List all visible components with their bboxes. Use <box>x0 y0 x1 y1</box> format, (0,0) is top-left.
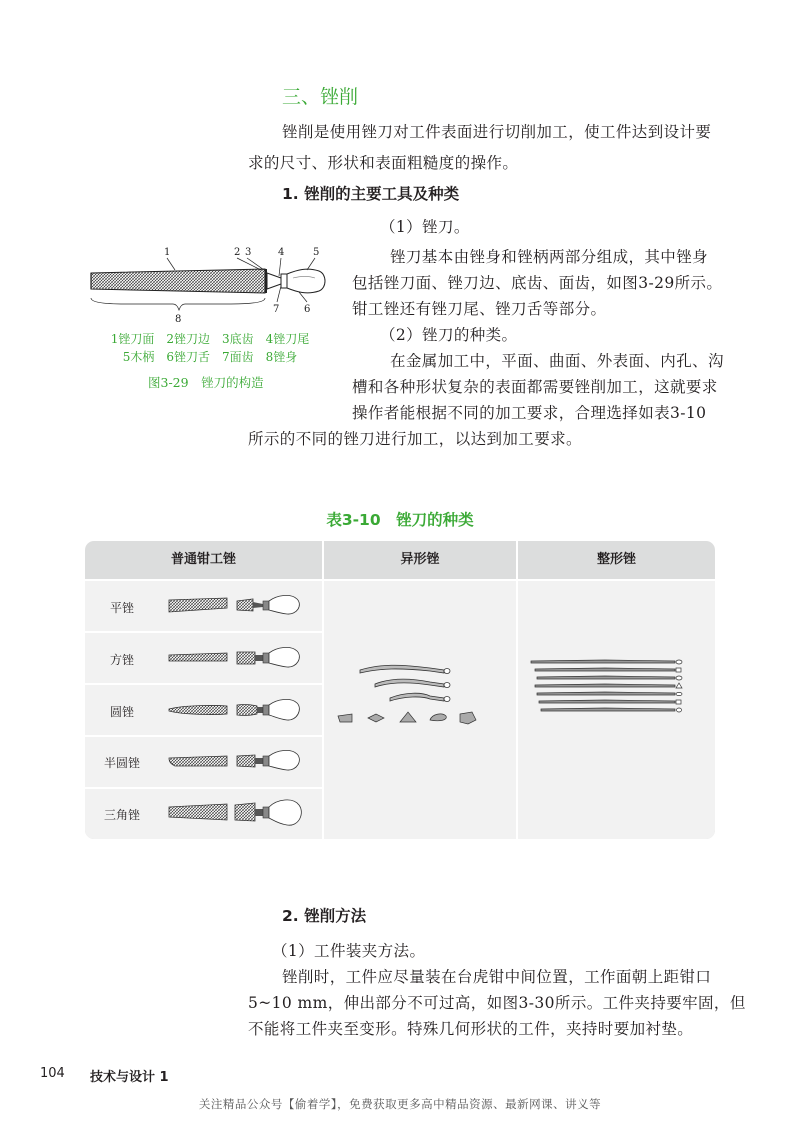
book-title: 技术与设计 1 <box>90 1070 169 1085</box>
watermark-text: 关注精品公众号【偷着学】，免费获取更多高中精品资源、最新网课、讲义等 <box>198 1097 602 1111</box>
fig-num-2: 2 <box>234 247 241 258</box>
section-title: 三、锉削 <box>282 86 359 108</box>
page-number: 104 <box>40 1066 65 1081</box>
fig-num-8: 8 <box>175 314 182 325</box>
figure-legend-2: 5木柄 6锉刀舌 7面齿 8锉身 <box>122 350 298 364</box>
row-label-flat-file: 平锉 <box>109 601 134 615</box>
file-structure-diagram <box>85 240 335 330</box>
file-line-2: 包括锉刀面、锉刀边、底齿、面齿，如图3-29所示。 <box>352 274 723 292</box>
types-line-2: 槽和各种形状复杂的表面都需要锉削加工，这就要求 <box>352 378 718 396</box>
file-line-1: 锉刀基本由锉身和锉柄两部分组成，其中锉身 <box>390 248 709 266</box>
types-line-1: 在金属加工中，平面、曲面、外表面、内孔、沟 <box>390 352 724 370</box>
subsection-1-title: 1. 锉削的主要工具及种类 <box>282 185 460 203</box>
types-heading: （2）锉刀的种类。 <box>380 326 518 344</box>
fig-num-4: 4 <box>278 247 285 258</box>
file-types-table <box>85 541 715 839</box>
file-heading: （1）锉刀。 <box>380 218 470 236</box>
header-ordinary-file: 普通钳工锉 <box>170 552 236 567</box>
file-line-3: 钳工锉还有锉刀尾、锉刀舌等部分。 <box>352 300 607 318</box>
figure-legend-1: 1锉刀面 2锉刀边 3底齿 4锉刀尾 <box>110 332 310 346</box>
fig-num-3: 3 <box>245 247 252 258</box>
square-file-image <box>165 641 315 675</box>
fig-num-6: 6 <box>304 304 311 315</box>
file-body-shape <box>91 269 265 293</box>
needle-files-image <box>525 653 710 723</box>
fig-num-1: 1 <box>164 247 171 258</box>
round-file-image <box>165 693 315 727</box>
table-title: 表3-10 锉刀的种类 <box>326 511 474 529</box>
half-round-file-image <box>165 744 315 778</box>
row-label-triangle-file: 三角锉 <box>103 808 140 822</box>
method-line-3: 不能将工件夹至变形。特殊几何形状的工件，夹持时要加衬垫。 <box>248 1020 694 1038</box>
row-label-half-round-file: 半圆锉 <box>103 756 140 770</box>
intro-line-1: 锉削是使用锉刀对工件表面进行切削加工，使工件达到设计要 <box>282 123 712 141</box>
file-handle-shape <box>287 269 325 293</box>
figure-caption: 图3-29 锉刀的构造 <box>148 375 264 390</box>
fig-num-5: 5 <box>313 247 320 258</box>
special-files-image <box>330 656 510 731</box>
header-special-file: 异形锉 <box>400 552 440 567</box>
fig-num-7: 7 <box>273 304 280 315</box>
method-heading: （1）工件装夹方法。 <box>272 942 426 960</box>
row-label-round-file: 圆锉 <box>109 705 134 719</box>
method-line-2: 5~10 mm，伸出部分不可过高，如图3-30所示。工件夹持要牢固，但 <box>248 994 746 1012</box>
header-needle-file: 整形锉 <box>596 552 636 567</box>
triangle-file-image <box>165 795 315 833</box>
method-line-1: 锉削时，工件应尽量装在台虎钳中间位置，工作面朝上距钳口 <box>282 968 712 986</box>
row-label-square-file: 方锉 <box>109 653 134 667</box>
intro-line-2: 求的尺寸、形状和表面粗糙度的操作。 <box>248 154 519 172</box>
types-line-3: 操作者能根据不同的加工要求，合理选择如表3-10 <box>352 404 707 422</box>
subsection-2-title: 2. 锉削方法 <box>282 907 367 925</box>
types-line-4: 所示的不同的锉刀进行加工，以达到加工要求。 <box>248 430 582 448</box>
flat-file-image <box>165 589 315 623</box>
